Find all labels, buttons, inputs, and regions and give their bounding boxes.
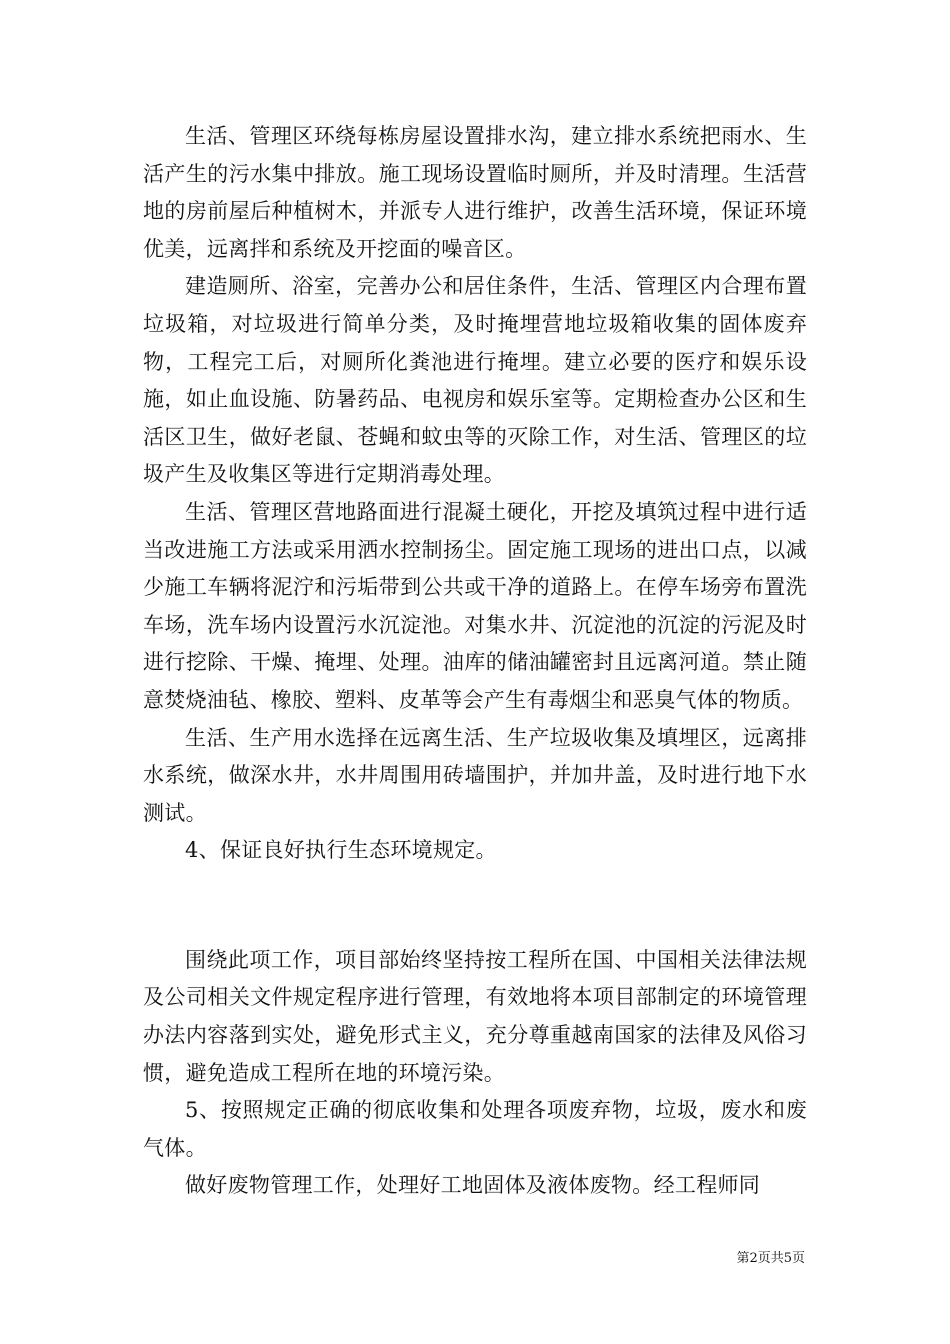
paragraph-dust-control: 生活、管理区营地路面进行混凝土硬化，开挖及填筑过程中进行适当改进施工方法或采用洒水控制扬尘。固定施工现场的进出口点，以减少施工车辆将泥泞和污垢带到公共或干净的道路上。在停车场旁布置洗车场，洗车场内设置污水沉淀池。对集水井、沉淀池的沉淀的污泥及时进行挖除、干燥、掩埋、处理。油库的储油罐密封且远离河道。禁止随意焚烧油毡、橡胶、塑料、皮革等会产生有毒烟尘和恶臭气体的物质。 bbox=[143, 499, 807, 712]
paragraph-compliance: 围绕此项工作，项目部始终坚持按工程所在国、中国相关法律法规及公司相关文件规定程序进行管理，有效地将本项目部制定的环境管理办法内容落到实处，避免形式主义，充分尊重越南国家的法律及风俗习惯，避免造成工程所在地的环境污染。 bbox=[143, 947, 807, 1085]
paragraph-water-supply: 生活、生产用水选择在远离生活、生产垃圾收集及填埋区，远离排水系统，做深水井，水井周围用砖墙围护，并加井盖，及时进行地下水测试。 bbox=[143, 725, 807, 825]
paragraph-sanitation: 建造厕所、浴室，完善办公和居住条件，生活、管理区内合理布置垃圾箱，对垃圾进行简单分类，及时掩埋营地垃圾箱收集的固体废弃物，工程完工后，对厕所化粪池进行掩埋。建立必要的医疗和娱乐设施，如止血设施、防暑药品、电视房和娱乐室等。定期检查办公区和生活区卫生，做好老鼠、苍蝇和蚊虫等的灭除工作，对生活、管理区的垃圾产生及收集区等进行定期消毒处理。 bbox=[143, 274, 807, 487]
paragraph-waste-management: 做好废物管理工作，处理好工地固体及液体废物。经工程师同 bbox=[185, 1173, 761, 1198]
heading-waste-handling: 5、按照规定正确的彻底收集和处理各项废弃物，垃圾，废水和废气体。 bbox=[143, 1098, 807, 1160]
heading-ecology-rules: 4、保证良好执行生态环境规定。 bbox=[185, 838, 497, 863]
paragraph-drainage: 生活、管理区环绕每栋房屋设置排水沟，建立排水系统把雨水、生活产生的污水集中排放。施工现场设置临时厕所，并及时清理。生活营地的房前屋后种植树木，并派专人进行维护，改善生活环境，保证环境优美，远离拌和系统及开挖面的噪音区。 bbox=[143, 124, 807, 261]
page-number-footer: 第2页共5页 bbox=[736, 1251, 805, 1266]
blank-space bbox=[143, 870, 807, 942]
document-body bbox=[143, 118, 807, 1205]
